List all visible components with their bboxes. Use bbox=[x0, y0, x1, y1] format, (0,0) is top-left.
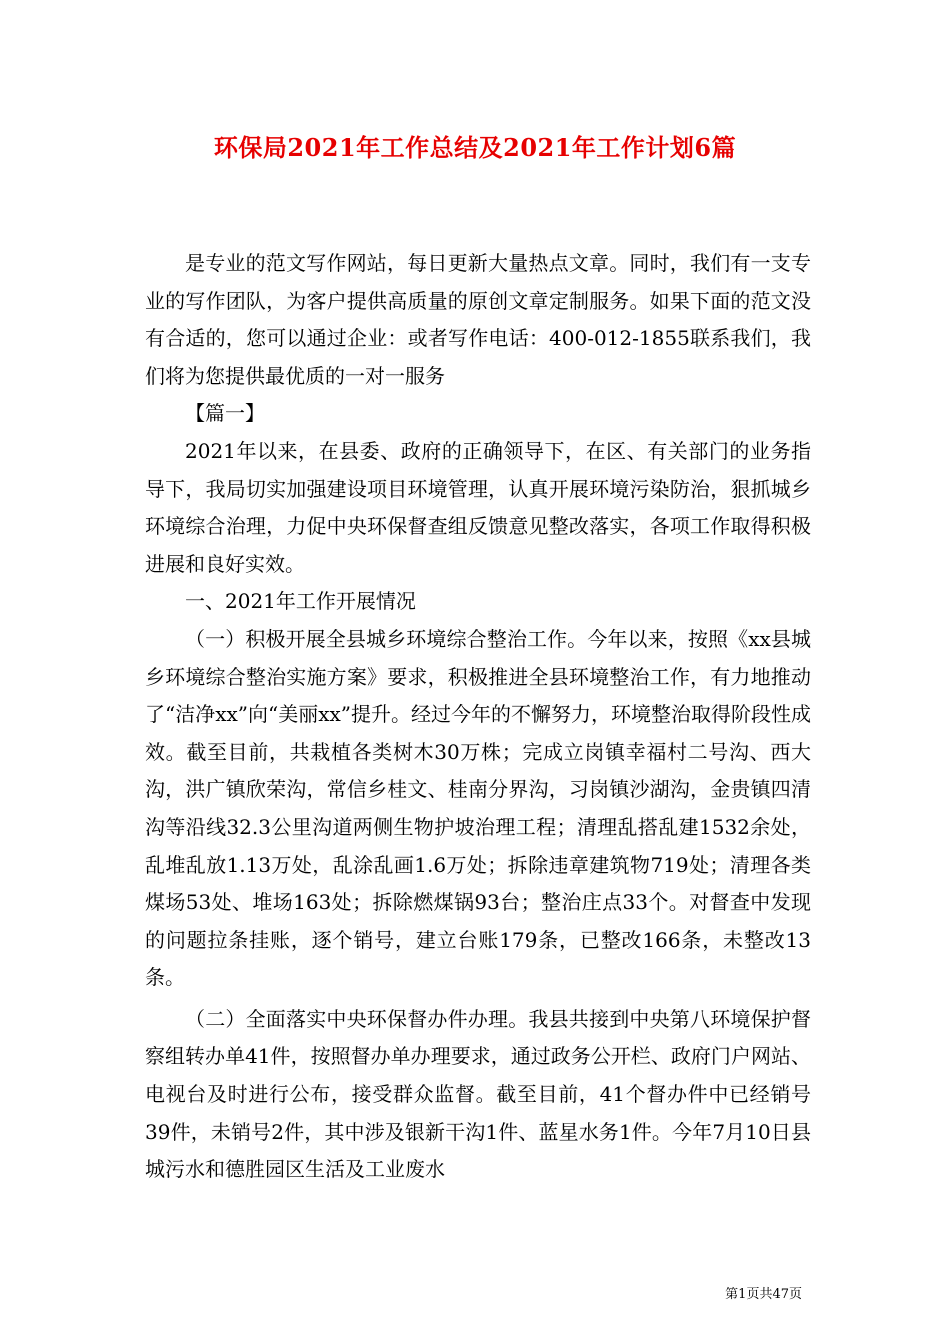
document-title: 环保局2021年工作总结及2021年工作计划6篇 bbox=[213, 133, 737, 162]
paragraph-1: 2021年以来，在县委、政府的正确领导下，在区、有关部门的业务指导下，我局切实加强建设项目环境管理，认真开展环境污染防治，狠抓城乡环境综合治理，力促中央环保督查组反馈意见整改落实，各项工作取得积极进展和良好实效。 bbox=[145, 438, 811, 576]
section-label: 【篇一】 bbox=[185, 401, 265, 426]
section-heading-1: 一、2021年工作开展情况 bbox=[185, 589, 416, 614]
paragraph-2: （一）积极开展全县城乡环境综合整治工作。今年以来，按照《xx县城乡环境综合整治实施方案》要求，积极推进全县环境整治工作，有力地推动了“洁净xx”向“美丽xx”提升。经过今年的不懈努力，环境整治取得阶段性成效。截至目前，共栽植各类树木30万株；完成立岗镇幸福村二号沟、西大沟，洪广镇欣荣沟，常信乡桂文、桂南分界沟，习岗镇沙湖沟，金贵镇四清沟等沿线32.3公里沟道两侧生物护坡治理工程；清理乱搭乱建1532余处，乱堆乱放1.13万处，乱涂乱画1.6万处；拆除违章建筑物719处；清理各类煤场53处、堆场163处；拆除燃煤锅93台；整治庄点33个。对督查中发现的问题拉条挂账，逐个销号，建立台账179条，已整改166条，未整改13条。 bbox=[145, 626, 812, 990]
paragraph-3: （二）全面落实中央环保督办件办理。我县共接到中央第八环境保护督察组转办单41件，按照督办单办理要求，通过政务公开栏、政府门户网站、电视台及时进行公布，接受群众监督。截至目前，41个督办件中已经销号39件，未销号2件，其中涉及银新干沟1件、蓝星水务1件。今年7月10日县城污水和德胜园区生活及工业废水 bbox=[145, 1006, 811, 1182]
intro-paragraph: 是专业的范文写作网站，每日更新大量热点文章。同时，我们有一支专业的写作团队，为客户提供高质量的原创文章定制服务。如果下面的范文没有合适的，您可以通过企业：或者写作电话：400-012-1855联系我们，我们将为您提供最优质的一对一服务 bbox=[145, 251, 811, 388]
document-body bbox=[145, 245, 811, 1189]
page-number: 第1页共47页 bbox=[725, 1287, 802, 1302]
